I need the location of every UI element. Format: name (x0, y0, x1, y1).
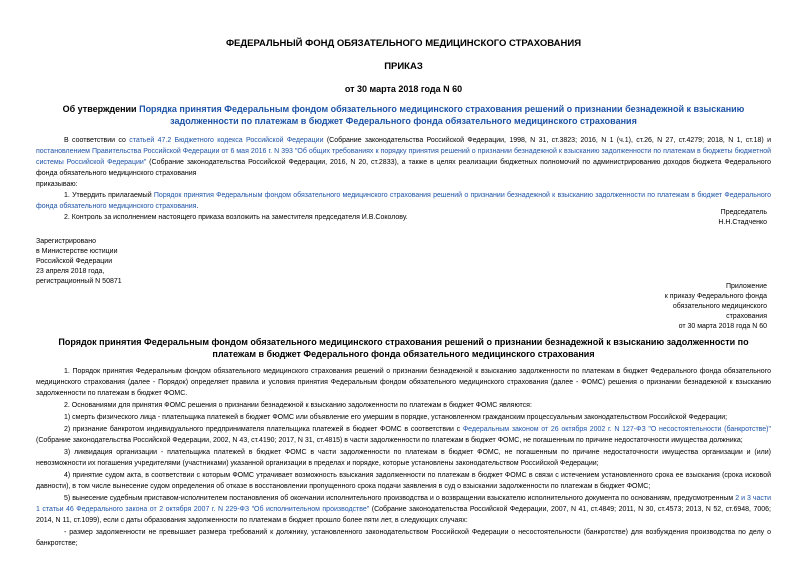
appendix-line-2: к приказу Федерального фонда (664, 293, 767, 300)
preamble-text-1: В соответствии со (64, 137, 130, 144)
doc-type: ПРИКАЗ (384, 61, 423, 72)
registration-line-1: Зарегистрировано (36, 238, 96, 245)
procedure-item-2-3: 3) ликвидация организации - плательщика платежей в бюджет ФОМС в части задолженности по платежам в бюджет ФОМС, не погашенным по причине недостаточности имущества организации и (или) невозможности их погашения учредителями (участниками) указанной организации в пределах и порядке, которые установлены законодательством Российской Федерации; (36, 449, 771, 467)
appendix-line-5: от 30 марта 2018 года N 60 (678, 323, 767, 330)
procedure-item-1: 1. Порядок принятия Федеральным фондом обязательного медицинского страхования решений о признании безнадежной к взысканию задолженности по платежам в бюджет Федерального фонда обязательного медицинского страхования (далее - Порядок) определяет правила и условия принятия Федеральным фондом обязательного медицинского страхования (далее - ФОМС) решения о признании безнадежной к взысканию задолженности по платежам в бюджет ФОМС. (36, 368, 771, 397)
title-link[interactable]: Порядка принятия Федеральным фондом обязательного медицинского страхования решений о признании безнадежной к взысканию задолженности по платежам в бюджет Федерального фонда обязательного медицинского страхования (139, 104, 745, 126)
item-2-5-text-a: 5) вынесение судебным приставом-исполнителем постановления об окончании исполнительного производства и о возвращении взыскателю исполнительного документа по основаниям, предусмотренным (64, 495, 736, 502)
registration-line-5: регистрационный N 50871 (36, 278, 122, 285)
registration-line-2: в Министерстве юстиции (36, 248, 118, 255)
government-decree-link[interactable]: постановлением Правительства Российской Федерации от 6 мая 2016 г. N 393 "Об общих требованиях к порядку принятия решений о признании безнадежной к взысканию задолженности по платежам в бюджеты бюджетной системы Российской Федерации" (36, 148, 771, 166)
title-prefix: Об утверждении (62, 104, 140, 114)
procedure-item-2-2 (36, 424, 771, 446)
order-item-2: 2. Контроль за исполнением настоящего приказа возложить на заместителя председателя И.В.Соколову. (64, 214, 408, 221)
procedure-title: Порядок принятия Федеральным фондом обязательного медицинского страхования решений о признании безнадежной к взысканию задолженности по платежам в бюджет Федерального фонда обязательного медицинского страхования (58, 337, 749, 359)
registration-line-3: Российской Федерации (36, 258, 113, 265)
item-2-2-text-a: 2) признание банкротом индивидуального предпринимателя плательщика платежей в бюджет ФОМС в соответствии с (64, 426, 463, 433)
appendix-line-3: обязательного медицинского (672, 303, 767, 310)
procedure-item-2-4: 4) принятие судом акта, в соответствии с которым ФОМС утрачивает возможность взыскания задолженности по платежам в бюджет ФОМС в связи с истечением установленного срока ее взыскания (срока исковой давности), в том числе вынесение судом определения об отказе в восстановлении пропущенного срока подачи заявления в суд о взыскании задолженности по платежам в бюджет ФОМС; (36, 472, 771, 490)
order-item-1 (36, 190, 771, 212)
signature-position: Председатель (720, 209, 767, 216)
item-2-2-text-b: (Собрание законодательства Российской Федерации, 2002, N 43, ст.4190; 2017, N 31, ст.4815) в части задолженности по платежам в бюджет ФОМС, не погашенным по причине недостаточности имущества должника; (36, 437, 743, 444)
registration-block (36, 237, 122, 287)
signature-block (718, 208, 767, 228)
procedure-item-2-5 (36, 493, 771, 526)
item-2-5-text-b: (Собрание законодательства Российской Федерации, 2007, N 41, ст.4849; 2011, N 30, ст.4573; 2013, N 52, ст.6948, 7006; 2014, N 11, ст.1099), если с даты образования задолженности по платежам в бюджет прошло более пяти лет, в следующих случаях: (36, 506, 771, 524)
procedure-link[interactable]: Порядок принятия Федеральным фондом обязательного медицинского страхования решений о признании безнадежной к взысканию задолженности по платежам в бюджет Федерального фонда обязательного медицинского страхования (36, 192, 772, 210)
signature-name: Н.Н.Стадченко (718, 219, 767, 226)
preamble-text-2: (Собрание законодательства Российской Федерации, 1998, N 31, ст.3823; 2016, N 1 (ч.1), ст.26, N 27, ст.4279; 2018, N 1, ст.18) и (323, 137, 771, 144)
appendix-block (665, 282, 767, 332)
procedure-item-2-1: 1) смерть физического лица - плательщика платежей в бюджет ФОМС или объявление его умершим в порядке, установленном гражданским процессуальным законодательством Российской Федерации; (64, 414, 728, 421)
org-name: ФЕДЕРАЛЬНЫЙ ФОНД ОБЯЗАТЕЛЬНОГО МЕДИЦИНСКОГО СТРАХОВАНИЯ (225, 38, 582, 49)
orders-word: приказываю: (36, 181, 78, 188)
procedure-item-2: 2. Основаниями для принятия ФОМС решения о признании безнадежной к взысканию задолженности по платежам в бюджет ФОМС являются: (64, 402, 532, 409)
order-item-1-suffix: . (196, 203, 199, 210)
preamble-text-3: (Собрание законодательства Российской Федерации, 2016, N 20, ст.2833), а также в целях реализации бюджетных полномочий по администрированию доходов бюджета Федерального фонда обязательного медицинского страхования (36, 159, 771, 177)
procedure-item-2-5-sub: - размер задолженности не превышает размера требований к должнику, установленного законодательством Российской Федерации о несостоятельности (банкротстве) для возбуждения производства по делу о банкротстве; (36, 529, 771, 547)
procedure-body (36, 366, 771, 550)
order-item-1-prefix: 1. Утвердить прилагаемый (64, 192, 154, 199)
preamble-paragraph (36, 135, 771, 179)
registration-line-4: 23 апреля 2018 года, (36, 268, 105, 275)
doc-title (36, 103, 771, 127)
enforcement-law-link[interactable]: 2 и 3 части 1 статьи 46 Федерального закона от 2 октября 2007 г. N 229-ФЗ "Об исполнительном производстве" (36, 495, 771, 513)
bankruptcy-law-link[interactable]: Федеральным законом от 26 октября 2002 г. N 127-ФЗ "О несостоятельности (банкротстве)" (462, 426, 771, 433)
budget-code-link[interactable]: статьей 47.2 Бюджетного кодекса Российской Федерации (129, 137, 324, 144)
doc-date-number: от 30 марта 2018 года N 60 (344, 84, 463, 94)
appendix-line-4: страхования (726, 313, 767, 320)
appendix-line-1: Приложение (725, 283, 767, 290)
document-page (36, 34, 771, 223)
